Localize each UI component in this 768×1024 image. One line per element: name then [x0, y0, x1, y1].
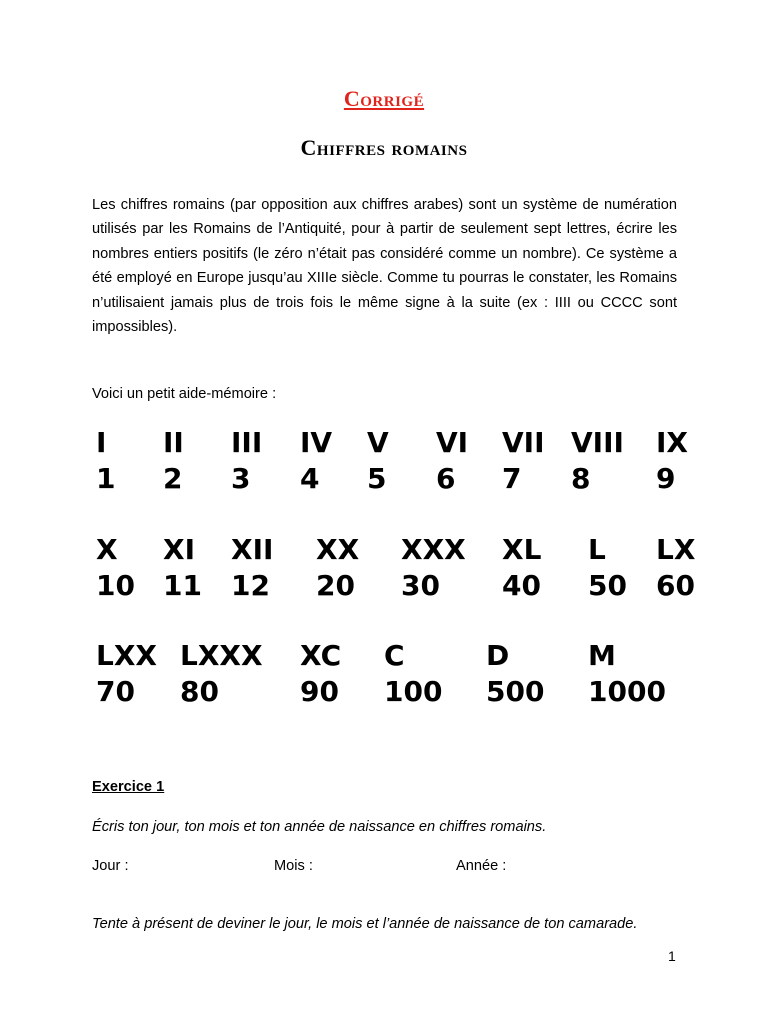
exercise-heading: Exercice 1: [92, 779, 165, 795]
month-label: Mois :: [274, 858, 313, 874]
intro-paragraph: Les chiffres romains (par opposition aux chiffres arabes) sont un système de numération utilisés par les Romains de l’Antiquité, pour à partir de seulement sept lettres, écrire les nombres entiers positifs (le zéro n’était pas considéré comme un nombre). Ce système a été employé en Europe jusqu’au XIIIe siècle. Comme tu pourras le constater, les Romains n’utilisaient jamais plus de trois fois le même signe à la suite (ex : IIII ou CCCC sont impossibles).: [92, 197, 677, 336]
numeral-cell: M 1000: [588, 639, 666, 708]
numeral-cell: XII 12: [231, 533, 274, 602]
numeral-cell: XL 40: [502, 533, 542, 602]
numeral-cell: X 10: [96, 533, 135, 602]
day-label: Jour :: [92, 858, 129, 874]
numeral-cell: IX 9: [656, 426, 689, 495]
numeral-cell: I 1: [96, 426, 116, 495]
numeral-cell: II 2: [163, 426, 184, 495]
numeral-cell: LXX 70: [96, 639, 158, 708]
numeral-cell: XXX 30: [401, 533, 466, 602]
numeral-cell: LX 60: [656, 533, 696, 602]
year-label: Année :: [456, 858, 507, 874]
corrige-title: Corrigé: [343, 86, 425, 111]
numeral-cell: VI 6: [436, 426, 469, 495]
page-title: Chiffres romains: [300, 135, 468, 160]
numeral-cell: L 50: [588, 533, 627, 602]
numeral-cell: XI 11: [163, 533, 202, 602]
numeral-cell: V 5: [367, 426, 389, 495]
numeral-cell: XX 20: [316, 533, 360, 602]
numeral-cell: D 500: [486, 639, 545, 708]
memo-label: Voici un petit aide-mémoire :: [92, 386, 277, 402]
numeral-cell: VII 7: [502, 426, 545, 495]
numeral-cell: IV 4: [300, 426, 333, 495]
numeral-cell: III 3: [231, 426, 263, 495]
numeral-cell: C 100: [384, 639, 443, 708]
numeral-cell: VIII 8: [571, 426, 624, 495]
numeral-cell: XC 90: [300, 639, 342, 708]
exercise-instruction: Écris ton jour, ton mois et ton année de naissance en chiffres romains.: [92, 819, 547, 835]
page-number: 1: [668, 948, 676, 964]
exercise-follow-up: Tente à présent de deviner le jour, le mois et l’année de naissance de ton camarade.: [92, 916, 638, 932]
numeral-cell: LXXX 80: [180, 639, 263, 708]
